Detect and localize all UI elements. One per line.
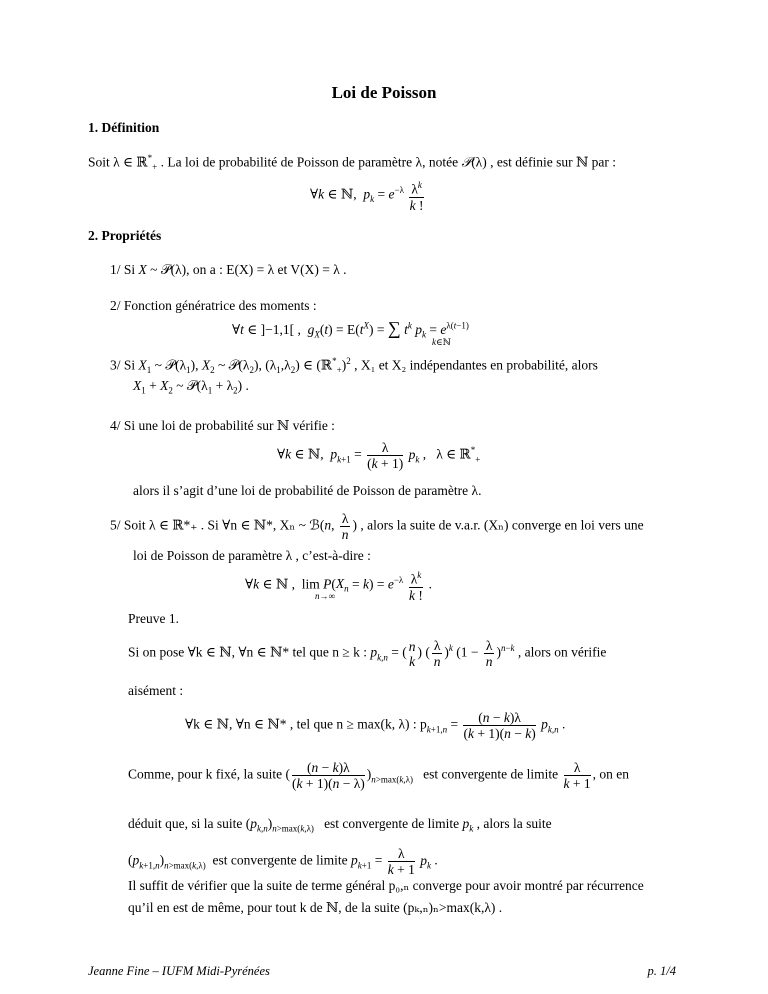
sum-index: k∈ℕ	[432, 337, 451, 347]
property-1: 1/ Si X ~ 𝒫(λ), on a : E(X) = λ et V(X) = λ .	[110, 262, 347, 277]
property-4-formula: ∀k ∈ ℕ, $p_{k+1}$ = $\frac{\lambda}{(k + 1)}$ $p_k$ , λ ∈ ℝ*$_+$	[277, 440, 481, 471]
proof-label: Preuve 1.	[128, 611, 179, 626]
definition-line: Soit λ ∈ ℝ*$_+$ . La loi de probabilité de Poisson de paramètre λ, notée 𝒫(λ) , est définie sur ℕ par :	[88, 153, 617, 173]
proof-line-7: Il suffit de vérifier que la suite de terme général p₀,ₙ converge pour avoir montré par récurrence	[128, 878, 644, 893]
proof-line-3: ∀k ∈ ℕ, ∀n ∈ ℕ* , tel que n ≥ max(k, λ) : $p_{k+1,n}$ = $\frac{(n - k)\lambda}{(k + 1)(n - k)}$ $p_{k,n}$ .	[185, 710, 566, 741]
property-5-formula: ∀k ∈ ℕ , $\lim P(X_n = k) = e^{-\lambda}$ $\frac{\lambda^k}{k !}$ .	[245, 570, 432, 603]
proof-line-6: $(p_{k+1,n})_{n>max(k,\lambda)}$ est convergente de limite $p_{k+1}$ = $\frac{\lambda}{k + 1}$ $p_k$ .	[128, 846, 438, 877]
property-5: 5/ Soit λ ∈ ℝ*₊ . Si ∀n ∈ ℕ*, Xₙ ~ ℬ(n, $\frac{\lambda}{n}$ ) , alors la suite de v.a.r. (Xₙ) converge en loi vers une	[110, 511, 644, 542]
property-2: 2/ Fonction génératrice des moments :	[110, 298, 317, 313]
proof-line-4: Comme, pour k fixé, la suite ( $\frac{(n - k)\lambda}{(k + 1)(n - \lambda)}$ )$_{n>max(k,\lambda)}$ est convergente de limite $\frac{\lambda}{k + 1}$ , on en	[128, 760, 630, 791]
limit-index: n→∞	[315, 591, 335, 601]
definition-formula: ∀k ∈ ℕ, $p_k = e^{-\lambda}$ $\frac{\lambda^k}{k !}$	[310, 180, 424, 213]
section-1-heading: 1. Définition	[88, 120, 160, 135]
property-4-conclusion: alors il s’agit d’une loi de probabilité de Poisson de paramètre λ.	[133, 483, 482, 498]
footer-author: Jeanne Fine – IUFM Midi-Pyrénées	[88, 964, 270, 978]
proof-line-2: aisément :	[128, 683, 184, 698]
section-2-heading: 2. Propriétés	[88, 228, 162, 243]
proof-line-8: qu’il en est de même, pour tout k de ℕ, de la suite (pₖ,ₙ)ₙ>max(k,λ) .	[128, 900, 503, 915]
proof-line-1: Si on pose ∀k ∈ ℕ, ∀n ∈ ℕ* tel que n ≥ k : $p_{k,n}$ = ( n k ) ( $\frac{\lambda}{n}$ )$^k$ (1 − $\frac{\lambda}{n}$ )$^{n-k}$ , alors on vérifie	[128, 638, 607, 669]
property-3: 3/ Si $X_1$ ~ $𝒫(\lambda_1)$, $X_2$ ~ $𝒫(\lambda_2)$, $(\lambda_1,\lambda_2)$ ∈ (ℝ*$_+$)$^2$ , X₁ et X₂ indépendantes en probabilité, alors	[110, 356, 598, 376]
footer-page-number: p. 1/4	[647, 964, 676, 978]
property-5-continued: loi de Poisson de paramètre λ , c’est-à-dire :	[133, 548, 371, 563]
property-2-formula: ∀t ∈ ]−1,1[ , $g_X(t) = E(t^X)$ = ∑ $t^k$ $p_k = e^{\lambda(t-1)}$	[232, 318, 469, 340]
property-4: 4/ Si une loi de probabilité sur ℕ vérifie :	[110, 418, 335, 433]
proof-line-5: déduit que, si la suite $(p_{k,n})_{n>max(k,\lambda)}$ est convergente de limite $p_k$ , alors la suite	[128, 816, 552, 834]
page-title: Loi de Poisson	[331, 83, 437, 102]
property-3-conclusion: $X_1 + X_2$ ~ $𝒫(\lambda_1 + \lambda_2)$ .	[133, 378, 249, 396]
